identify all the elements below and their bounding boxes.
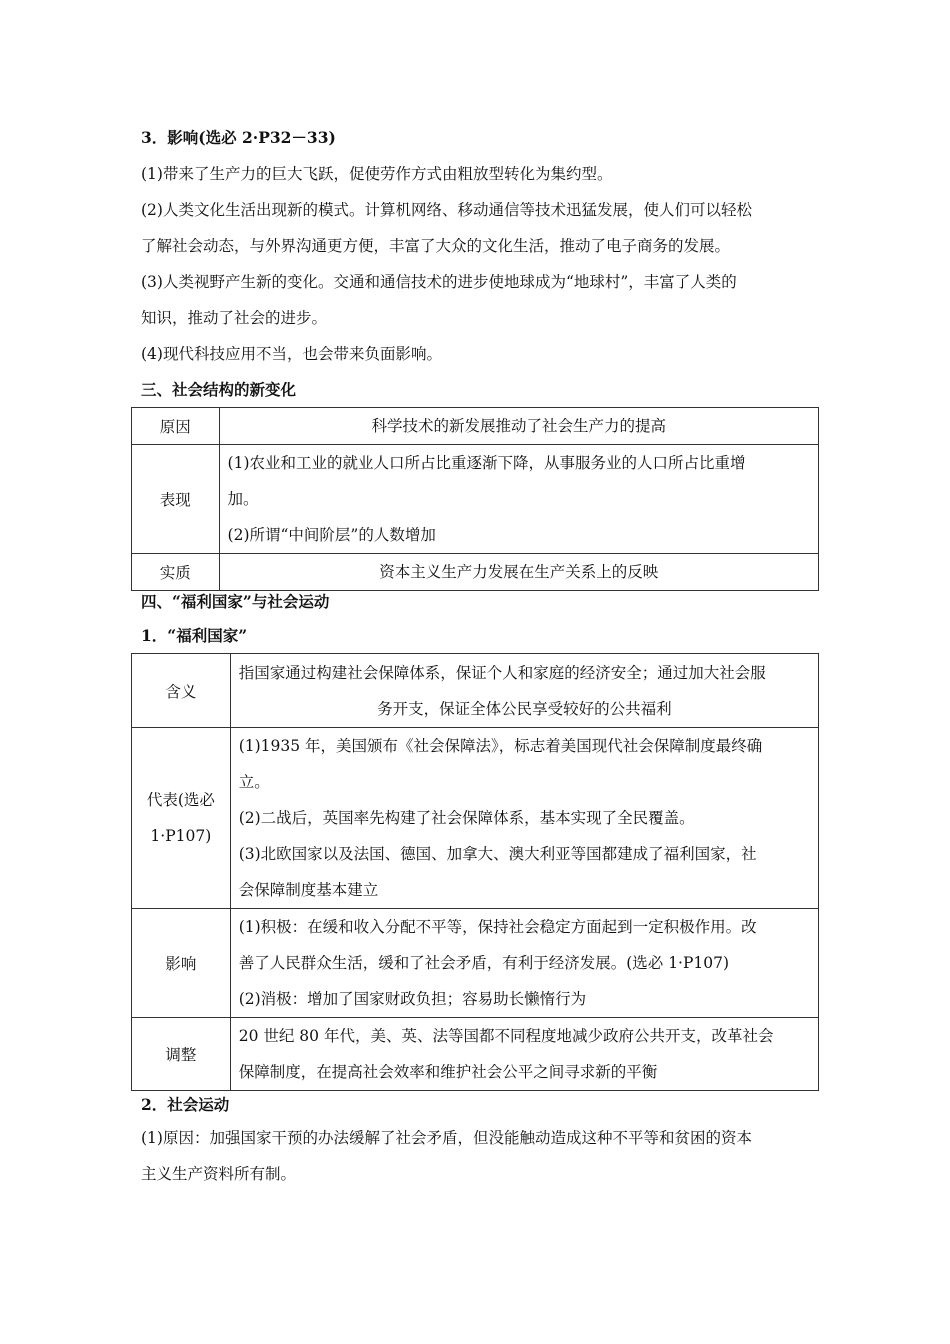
table-row [132, 408, 819, 445]
paragraph: (3)人类视野产生新的变化。交通和通信技术的进步使地球成为“地球村”，丰富了人类的 [141, 273, 737, 291]
cell-text: 指国家通过构建社会保障体系，保证个人和家庭的经济安全；通过加大社会服 [238, 663, 766, 682]
cell-text: (2)消极：增加了国家财政负担；容易助长懒惰行为 [238, 990, 587, 1008]
subsection-heading: 2．社会运动 [141, 1095, 230, 1114]
part-3-heading: 三、社会结构的新变化 [141, 380, 297, 399]
row-label: 调整 [132, 1018, 231, 1091]
paragraph: (2)人类文化生活出现新的模式。计算机网络、移动通信等技术迅猛发展，使人们可以轻松 [141, 201, 752, 219]
table-row [132, 554, 819, 591]
subsection-heading: 1．“福利国家” [141, 626, 248, 645]
table-row [132, 654, 819, 728]
table-row [132, 1018, 819, 1091]
row-label [132, 728, 231, 909]
cell-text: (2)所谓“中间阶层”的人数增加 [227, 526, 436, 544]
cell-text: 保障制度，在提高社会效率和维护社会公平之间寻求新的平衡 [238, 1063, 658, 1081]
table-row [132, 728, 819, 909]
cell-text: (1)1935 年，美国颁布《社会保障法》，标志着美国现代社会保障制度最终确 [238, 737, 763, 755]
row-content [219, 554, 818, 591]
cell-text: 会保障制度基本建立 [238, 881, 379, 899]
label-line: 1·P107) [150, 827, 212, 845]
row-content [219, 408, 818, 445]
row-label: 实质 [132, 554, 220, 591]
row-content [219, 445, 818, 554]
row-label: 含义 [132, 654, 231, 728]
paragraph: (1)带来了生产力的巨大飞跃，促使劳作方式由粗放型转化为集约型。 [141, 165, 613, 183]
cell-text: (1)积极：在缓和收入分配不平等，保持社会稳定方面起到一定积极作用。改 [238, 918, 757, 936]
cell-text: (2)二战后，英国率先构建了社会保障体系，基本实现了全民覆盖。 [238, 809, 695, 827]
row-content [230, 1018, 818, 1091]
section-3-heading: 3．影响(选必 2·P32－33) [141, 128, 336, 147]
part-4-heading: 四、“福利国家”与社会运动 [141, 592, 330, 611]
row-label: 原因 [132, 408, 220, 445]
cell-text: 科学技术的新发展推动了社会生产力的提高 [371, 417, 667, 435]
paragraph: (1)原因：加强国家干预的办法缓解了社会矛盾，但没能触动造成这种不平等和贫困的资本 [141, 1129, 752, 1147]
welfare-state-table [131, 653, 819, 1091]
paragraph: 主义生产资料所有制。 [141, 1165, 297, 1183]
cell-text: (3)北欧国家以及法国、德国、加拿大、澳大利亚等国都建成了福利国家，社 [238, 845, 757, 863]
table-row [132, 445, 819, 554]
cell-text: 善了人民群众生活，缓和了社会矛盾，有利于经济发展。(选必 1·P107) [238, 954, 730, 972]
row-content [230, 909, 818, 1018]
paragraph: 知识，推动了社会的进步。 [141, 309, 328, 327]
cell-text: 立。 [238, 773, 270, 791]
social-structure-table [131, 407, 819, 591]
paragraph: (4)现代科技应用不当，也会带来负面影响。 [141, 345, 442, 363]
row-content [230, 728, 818, 909]
cell-text: 20 世纪 80 年代，美、英、法等国都不同程度地减少政府公共开支，改革社会 [238, 1027, 774, 1045]
cell-text: (1)农业和工业的就业人口所占比重逐渐下降，从事服务业的人口所占比重增 [227, 454, 746, 472]
paragraph: 了解社会动态，与外界沟通更方便，丰富了大众的文化生活，推动了电子商务的发展。 [141, 237, 731, 255]
row-content [230, 654, 818, 728]
row-label: 影响 [132, 909, 231, 1018]
cell-text: 加。 [227, 490, 259, 508]
table-row [132, 909, 819, 1018]
cell-text: 资本主义生产力发展在生产关系上的反映 [379, 563, 659, 581]
row-label: 表现 [132, 445, 220, 554]
label-line: 代表(选必 [146, 791, 215, 809]
cell-text: 务开支，保证全体公民享受较好的公共福利 [377, 699, 672, 718]
